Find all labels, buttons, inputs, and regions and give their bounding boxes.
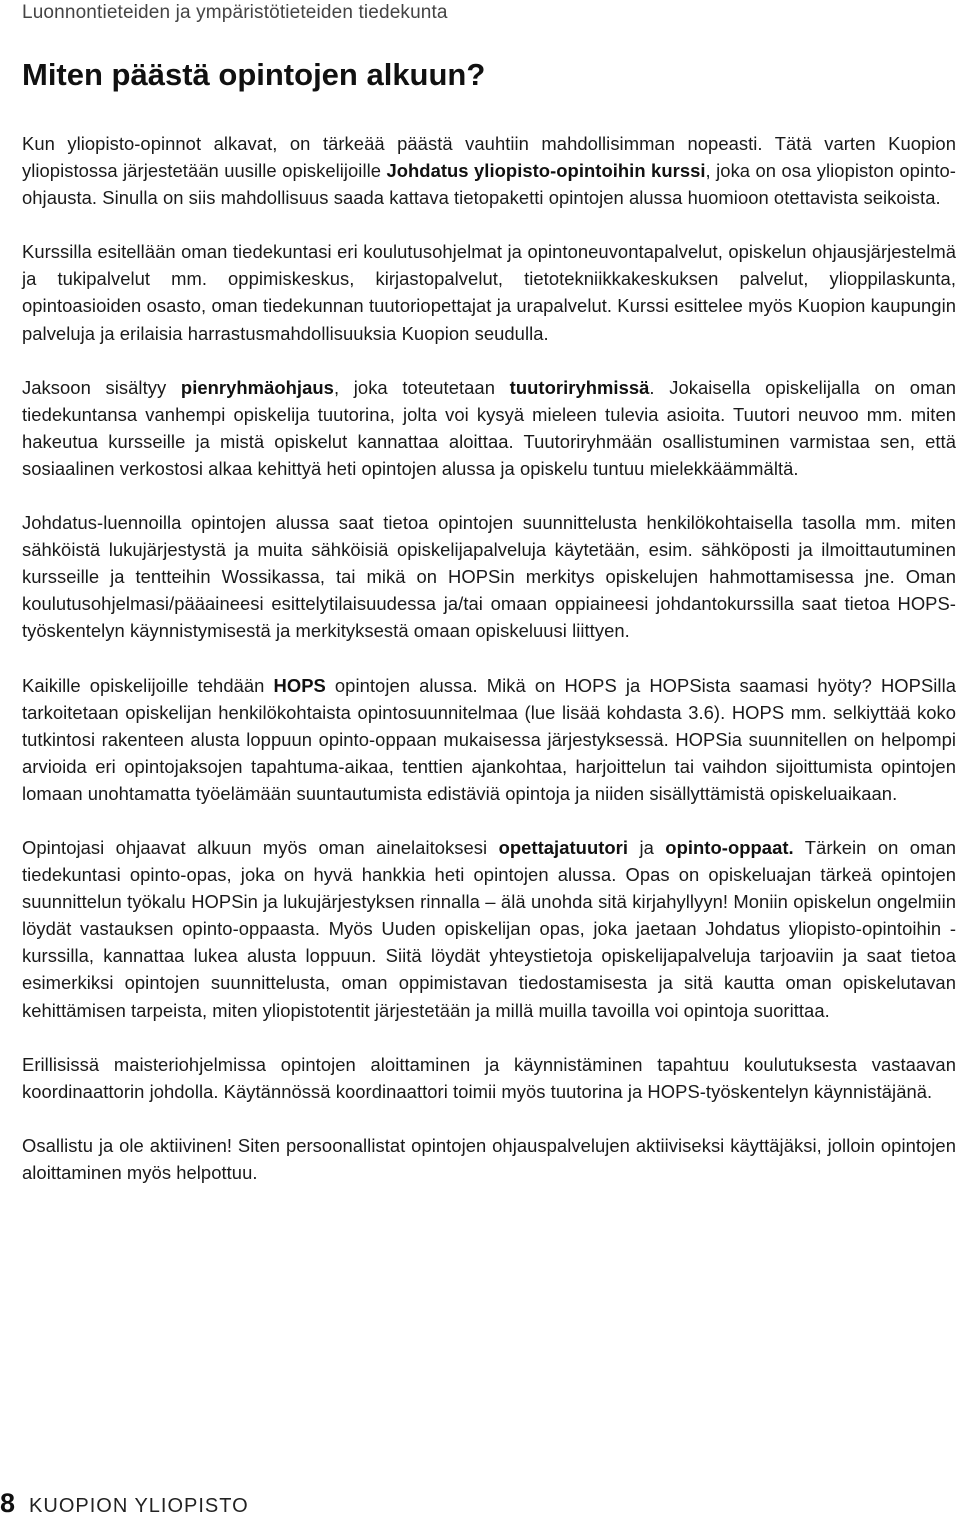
- emphasis-tutor-groups: tuutoriryhmissä: [509, 376, 650, 398]
- paragraph-text: Kun yliopisto-opinnot alkavat, on tärkeää päästä vauhtiin mahdollisimman nopeasti. Tätä varten Kuopion yliopistossa järjestetään uusille opiskelijoille: [22, 133, 956, 182]
- faculty-header: Luonnontieteiden ja ympäristötieteiden tiedekunta: [22, 2, 448, 23]
- paragraph-course-content: [22, 238, 956, 346]
- paragraph-tutor-groups: [22, 374, 956, 482]
- paragraph-closing: [22, 1132, 956, 1186]
- paragraph-text: Kurssilla esitellään oman tiedekuntasi eri koulutusohjelmat ja opintoneuvontapalvelut, opiskelun ohjausjärjestelmä ja tukipalvelut mm. oppimiskeskus, kirjastopalvelut, tietotekniikkakeskuksen palvelut, ylioppilaskunta, opintoasioiden osasto, oman tiedekunnan tuutoriopettajat ja urapalvelut. Kurssi esittelee myös Kuopion kaupungin palveluja ja erilaisia harrastusmahdollisuuksia Kuopion seudulla.: [22, 241, 956, 344]
- page-number: 8: [0, 1488, 16, 1518]
- paragraph-text: Opintojasi ohjaavat alkuun myös oman ainelaitoksesi: [22, 836, 499, 858]
- emphasis-teacher-tutor: opettajatuutori: [498, 836, 629, 858]
- paragraph-text: Jaksoon sisältyy: [22, 376, 181, 398]
- page-footer: [0, 1486, 249, 1523]
- paragraph-intro: [22, 130, 956, 211]
- paragraph-text: . Jokaisella opiskelijalla on oman tiedekuntansa vanhempi opiskelija tuutorina, jolta voi kysyä mieleen tulevia asioita. Tuutori neuvoo mm. miten hakeutua kursseille ja mistä opiskelut kannattaa aloittaa. Tuutoriryhmään osallistuminen varmistaa sen, että sosiaalinen verkostosi alkaa kehittyä heti opintojen alussa ja opiskelu tuntuu mielekkäämmältä.: [22, 376, 956, 479]
- course-name: Johdatus yliopisto-opintoihin kurssi: [386, 160, 706, 182]
- paragraph-text: Erillisissä maisteriohjelmissa opintojen aloittaminen ja käynnistäminen tapahtuu koulutuksesta vastaavan koordinaattorin johdolla. Käytännössä koordinaattori toimii myös tuutorina ja HOPS-työskentelyn käynnistäjänä.: [22, 1053, 956, 1102]
- paragraph-text: Kaikille opiskelijoille tehdään: [22, 674, 274, 696]
- page-title: Miten päästä opintojen alkuun?: [22, 57, 486, 92]
- paragraph-text: , joka on osa yliopiston opinto-ohjausta. Sinulla on siis mahdollisuus saada kattava tietopaketti opintojen alussa huomioon otettavista seikoista.: [22, 160, 956, 209]
- emphasis-small-group: pienryhmäohjaus: [180, 376, 334, 398]
- paragraph-text: Johdatus-luennoilla opintojen alussa saat tietoa opintojen suunnittelusta henkilökohtaisella tasolla mm. miten sähköistä lukujärjestystä ja muita sähköisiä opiskelijapalveluja käytetään, esim. sähköposti ja ilmoittautuminen kursseille ja tentteihin Wossikassa, tai mikä on HOPSin merkitys opiskelujen hahmottamisessa jne. Oman koulutusohjelmasi/pääaineesi esittelytilaisuudessa ja/tai omaan oppiaineesi johdantokurssilla saat tietoa HOPS-työskentelyn käynnistymisestä ja merkityksestä omaan opiskeluusi liittyen.: [22, 512, 956, 642]
- paragraph-masters-programmes: [22, 1051, 956, 1105]
- emphasis-study-guides: opinto-oppaat.: [665, 836, 794, 858]
- publisher-name: KUOPION YLIOPISTO: [29, 1495, 249, 1517]
- paragraph-text: Tärkein on oman tiedekuntasi opinto-opas, joka on hyvä hankkia heti opintojen alussa. Opas on opiskeluajan tärkeä opintojen suunnittelun työkalu HOPSin ja lukujärjestyksen rinnalla – älä unohda sitä kirjahyllyyn! Moniin opiskelun ongelmiin löydät vastauksen opinto-oppaasta. Myös Uuden opiskelijan opas, joka jaetaan Johdatus yliopisto-opintoihin -kurssilla, kannattaa lukea alusta loppuun. Siitä löydät yhteystietoja opiskelijapalveluja tarjoaviin ja saat tietoa esimerkiksi opintojen suunnittelusta, oman oppimistavan tiedostamisesta ja sitä kautta oman opiskelutavan kehittämisen tarpeista, miten yliopistotentit järjestetään ja millä muilla tavoilla voi opintoja suorittaa.: [22, 836, 956, 1021]
- paragraph-text: , joka toteutetaan: [333, 376, 510, 398]
- article-body: [22, 130, 956, 1213]
- emphasis-hops: HOPS: [273, 674, 326, 696]
- paragraph-text: Osallistu ja ole aktiivinen! Siten persoonallistat opintojen ohjauspalvelujen aktiiviseksi käyttäjäksi, jolloin opintojen aloittaminen myös helpottuu.: [22, 1134, 956, 1183]
- paragraph-study-guides: [22, 834, 956, 1024]
- paragraph-lectures: [22, 509, 956, 644]
- paragraph-text: ja: [628, 836, 666, 858]
- paragraph-text: opintojen alussa. Mikä on HOPS ja HOPSista saamasi hyöty? HOPSilla tarkoitetaan opiskelijan henkilökohtaista opintosuunnitelmaa (lue lisää kohdasta 3.6). HOPS mm. selkiyttää koko tutkintosi rakenteen alusta loppuun opinto-oppaan mukaisessa järjestyksessä. HOPSia suunnitellen on helpompi arvioida eri opintojaksojen tapahtuma-aikaa, tenttien ajankohtaa, harjoittelun tai vaihdon sijoittumista opintojen lomaan unohtamatta työelämään suuntautumista edistäviä opintoja ja niiden sisällyttämistä opiskeluaikaan.: [22, 674, 956, 804]
- paragraph-hops: [22, 672, 956, 807]
